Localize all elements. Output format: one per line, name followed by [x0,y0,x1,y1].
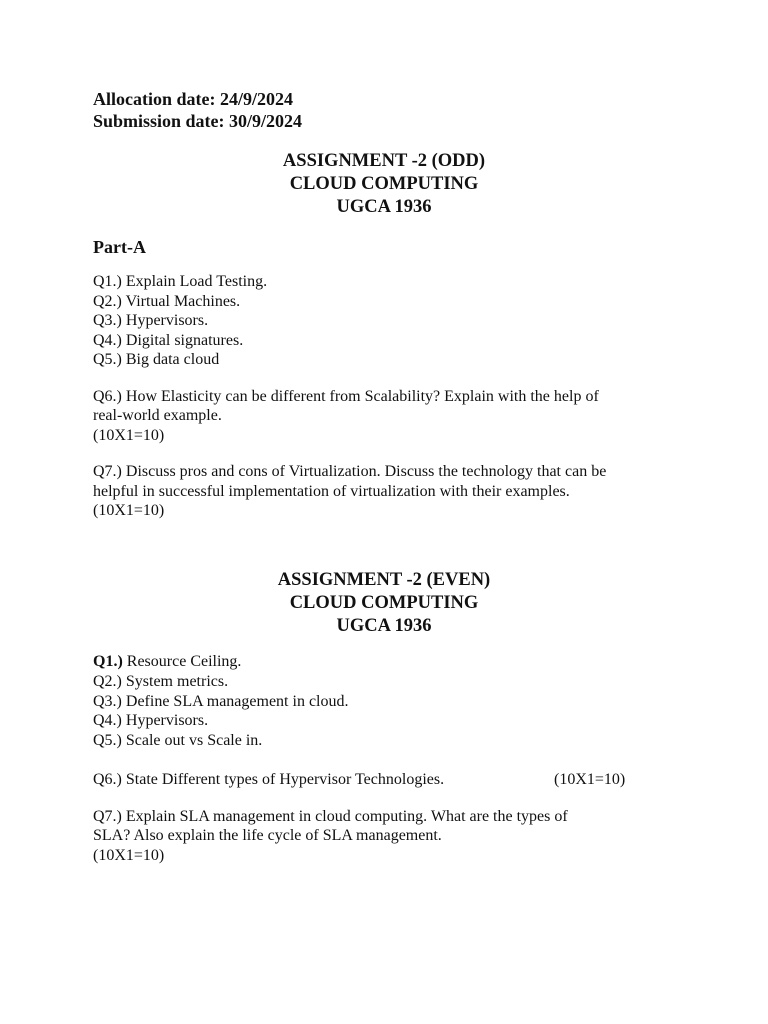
odd-question-7-marks: (10X1=10) [93,502,165,519]
date-block [93,88,683,132]
odd-question-6-marks: (10X1=10) [93,426,165,444]
odd-question-7-line-2: helpful in successful implementation of virtualization with their examples. [93,482,570,500]
section-spacer [93,520,683,569]
even-question-1 [93,652,683,672]
odd-assignment-title: ASSIGNMENT -2 (ODD) [282,151,486,171]
even-short-questions [93,652,683,750]
even-question-7-line-2: SLA? Also explain the life cycle of SLA management. [93,827,442,845]
odd-course-code: UGCA 1936 [336,197,432,217]
even-course-code: UGCA 1936 [336,616,432,637]
even-question-4: Q4.) Hypervisors. [93,712,209,730]
odd-question-3: Q3.) Hypervisors. [93,312,209,330]
part-a-heading: Part-A [93,237,146,257]
even-question-6 [93,770,683,789]
allocation-date: Allocation date: 24/9/2024 [93,89,293,109]
even-question-7 [93,807,683,865]
even-question-7-marks: (10X1=10) [93,846,165,864]
even-question-1-number: Q1.) [93,653,123,671]
even-question-1-text: Resource Ceiling. [122,653,242,671]
even-assignment-title: ASSIGNMENT -2 (EVEN) [277,570,491,591]
odd-question-7-line-1: Q7.) Discuss pros and cons of Virtualization. Discuss the technology that can be [93,463,607,481]
even-question-3: Q3.) Define SLA management in cloud. [93,692,349,710]
odd-assignment-heading [93,150,675,219]
even-subject-title: CLOUD COMPUTING [289,593,479,614]
even-question-6-marks: (10X1=10) [554,771,626,789]
odd-question-6-line-2: real-world example. [93,407,222,425]
odd-short-questions [93,272,683,370]
odd-question-2: Q2.) Virtual Machines. [93,292,241,310]
odd-question-4: Q4.) Digital signatures. [93,331,244,349]
even-question-2: Q2.) System metrics. [93,673,229,690]
even-question-5: Q5.) Scale out vs Scale in. [93,731,263,749]
odd-question-1: Q1.) Explain Load Testing. [93,273,268,290]
odd-question-5: Q5.) Big data cloud [93,351,220,369]
odd-question-7 [93,462,683,520]
odd-question-6-line-1: Q6.) How Elasticity can be different from Scalability? Explain with the help of [93,387,599,405]
submission-date: Submission date: 30/9/2024 [93,111,303,131]
document-content [93,88,683,865]
odd-subject-title: CLOUD COMPUTING [289,174,479,194]
even-question-6-text: Q6.) State Different types of Hypervisor Technologies. [93,771,445,789]
odd-question-6 [93,387,683,445]
even-question-7-line-1: Q7.) Explain SLA management in cloud computing. What are the types of [93,807,568,825]
even-assignment-heading [93,569,675,638]
